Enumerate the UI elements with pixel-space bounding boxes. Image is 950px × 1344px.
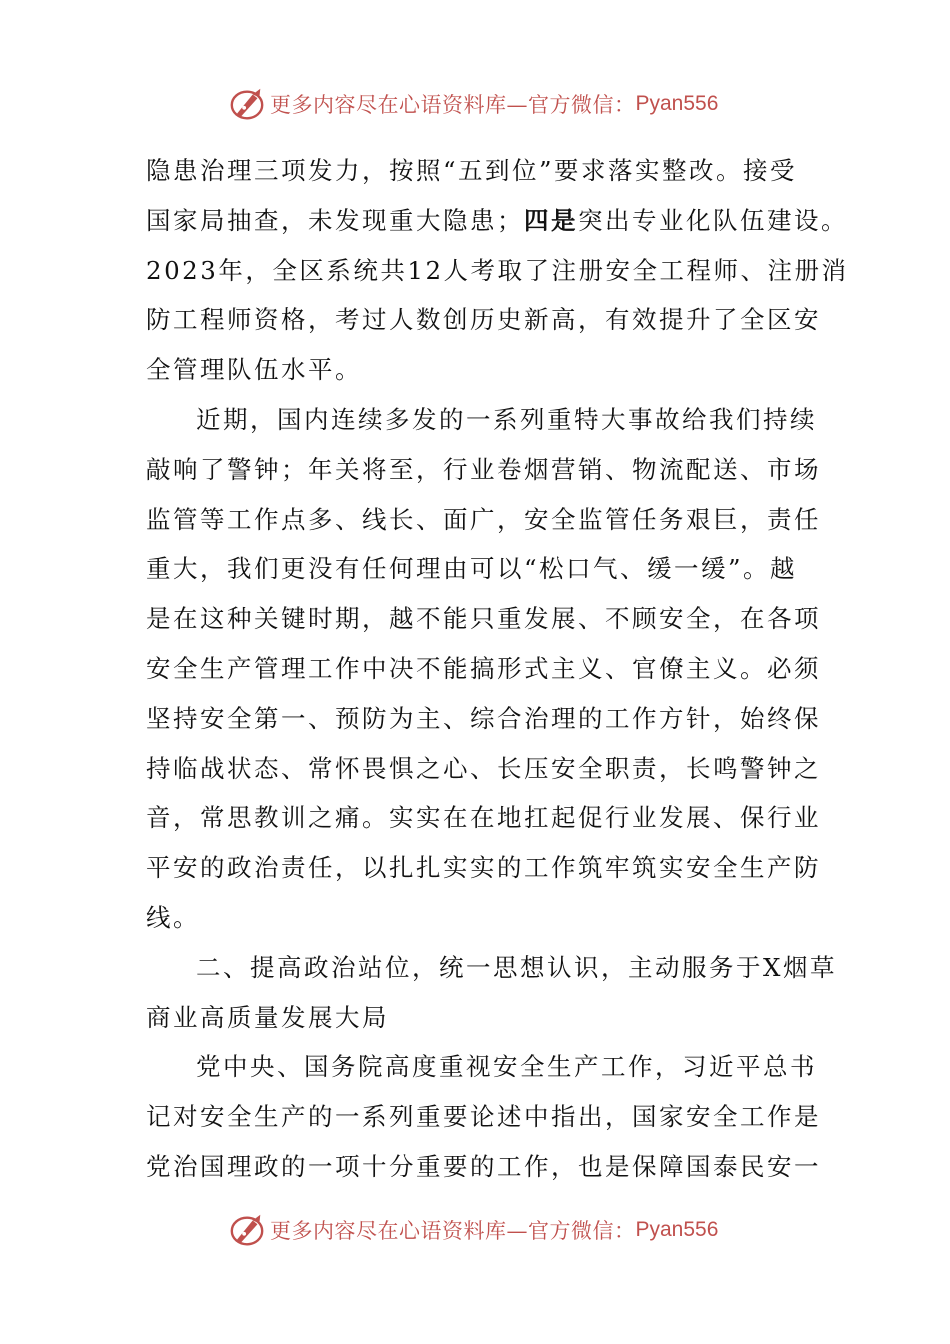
text-line: 监管等工作点多、线长、面广，安全监管任务艰巨，责任 — [146, 504, 821, 534]
paragraph-first-line: 近期，国内连续多发的一系列重特大事故给我们持续 — [196, 404, 817, 434]
text-line — [146, 196, 848, 246]
text-line: 线。 — [146, 902, 200, 932]
text-line: 记对安全生产的一系列重要论述中指出，国家安全工作是 — [146, 1102, 821, 1132]
section-heading: 二、提高政治站位，统一思想认识，主动服务于X烟草 — [196, 952, 837, 982]
text-segment: 突出专业化队伍建设。 — [578, 205, 848, 235]
text-line: 隐患治理三项发力，按照“五到位”要求落实整改。接受 — [146, 156, 798, 185]
banner-text: 更多内容尽在心语资料库—官方微信： — [270, 1219, 636, 1243]
text-line: 坚持安全第一、预防为主、综合治理的工作方针，始终保 — [146, 703, 821, 733]
wechat-id: Pyan556 — [635, 92, 719, 115]
header-banner — [228, 84, 748, 124]
wechat-id: Pyan556 — [635, 1218, 719, 1241]
bold-keyword: 四是 — [524, 205, 578, 235]
text-line: 党治国理政的一项十分重要的工作，也是保障国泰民安一 — [146, 1151, 821, 1181]
text-line: 防工程师资格，考过人数创历史新高，有效提升了全区安 — [146, 305, 821, 335]
banner-text: 更多内容尽在心语资料库—官方微信： — [270, 93, 636, 117]
text-line: 安全生产管理工作中决不能搞形式主义、官僚主义。必须 — [146, 653, 821, 683]
body-text — [146, 146, 849, 1192]
pen-nib-logo-icon — [228, 1211, 266, 1249]
text-line: 全管理队伍水平。 — [146, 355, 362, 385]
pen-nib-logo-icon — [228, 85, 266, 123]
text-line: 持临战状态、常怀畏惧之心、长压安全职责，长鸣警钟之 — [146, 753, 821, 783]
text-segment: 国家局抽查，未发现重大隐患； — [146, 205, 524, 235]
text-line: 重大，我们更没有任何理由可以“松口气、缓一缓”。越 — [146, 554, 798, 584]
text-line: 是在这种关键时期，越不能只重发展、不顾安全，在各项 — [146, 604, 821, 634]
text-line: 2023年，全区系统共12人考取了注册安全工程师、注册消 — [146, 255, 849, 285]
section-heading-continued: 商业高质量发展大局 — [146, 1002, 389, 1032]
text-line: 平安的政治责任，以扎扎实实的工作筑牢筑实安全生产防 — [146, 853, 821, 883]
text-line: 敲响了警钟；年关将至，行业卷烟营销、物流配送、市场 — [146, 454, 821, 484]
footer-banner — [228, 1210, 748, 1250]
text-line: 音，常思教训之痛。实实在在地扛起促行业发展、保行业 — [146, 803, 821, 833]
paragraph-first-line: 党中央、国务院高度重视安全生产工作，习近平总书 — [196, 1052, 817, 1082]
